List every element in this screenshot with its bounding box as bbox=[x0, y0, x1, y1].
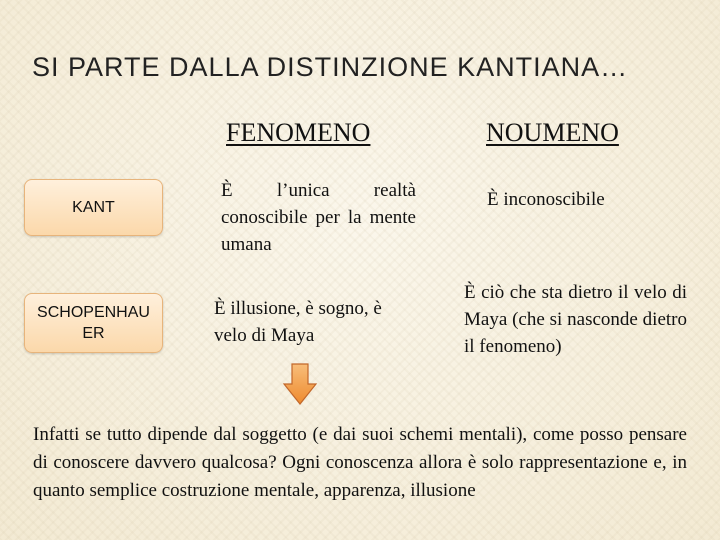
row-label-kant bbox=[24, 179, 163, 236]
slide-title: SI PARTE DALLA DISTINZIONE KANTIANA… bbox=[32, 52, 629, 82]
row-label-schopenhauer bbox=[24, 293, 163, 353]
schopenhauer-fenomeno-text: È illusione, è sogno, è velo di Maya bbox=[214, 298, 382, 346]
down-arrow-icon bbox=[282, 363, 318, 405]
kant-noumeno-text: È inconoscibile bbox=[487, 189, 605, 210]
row-label-kant-text: KANT bbox=[72, 199, 115, 216]
column-header-fenomeno: FENOMENO bbox=[226, 118, 371, 147]
conclusion-paragraph: Infatti se tutto dipende dal soggetto (e dai suoi schemi mentali), come posso pensare di conoscere davvero qualcosa? Ogni conoscenza allora è solo rappresentazione e, in quanto semplice costruzione mentale, apparenza, illusione bbox=[33, 424, 687, 501]
schopenhauer-noumeno-text: È ciò che sta dietro il velo di Maya (che si nasconde dietro il fenomeno) bbox=[464, 282, 687, 357]
kant-fenomeno-text: È l’unica realtà conoscibile per la mente umana bbox=[221, 180, 416, 255]
column-header-noumeno: NOUMENO bbox=[486, 118, 619, 147]
row-label-schopenhauer-text: SCHOPENHAU ER bbox=[37, 304, 150, 342]
